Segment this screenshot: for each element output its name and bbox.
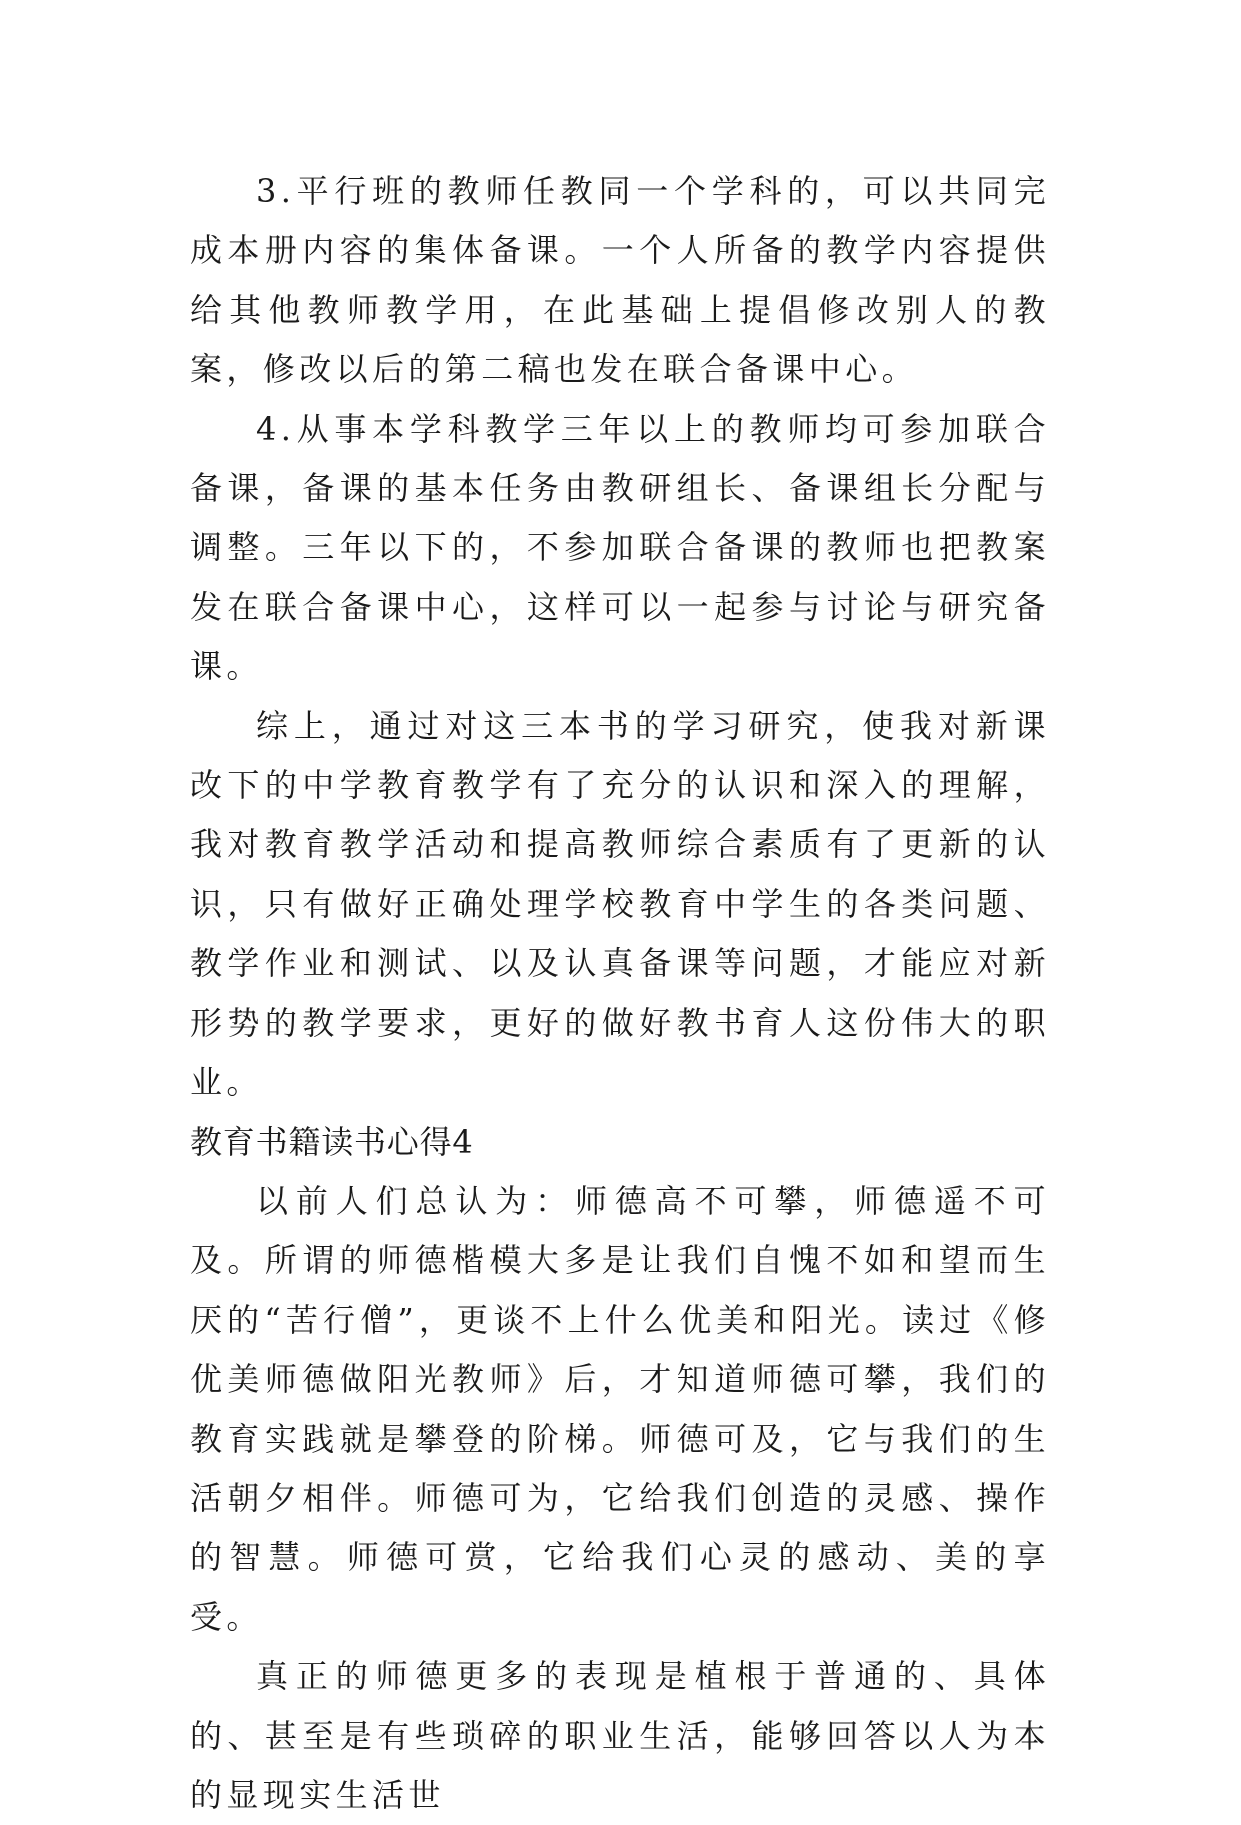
paragraph-item-3: 3.平行班的教师任教同一个学科的，可以共同完成本册内容的集体备课。一个人所备的教学内容提供给其他教师教学用，在此基础上提倡修改别人的教案，修改以后的第二稿也发在联合备课中心。 [190,172,1050,389]
paragraph-section-1: 以前人们总认为：师德高不可攀，师德遥不可及。所谓的师德楷模大多是让我们自愧不如和望而生厌的“苦行僧”，更谈不上什么优美和阳光。读过《修优美师德做阳光教师》后，才知道师德可攀，我们的教育实践就是攀登的阶梯。师德可及，它与我们的生活朝夕相伴。师德可为，它给我们创造的灵感、操作的智慧。师德可赏，它给我们心灵的感动、美的享受。 [190,1181,1050,1636]
paragraph-summary: 综上，通过对这三本书的学习研究，使我对新课改下的中学教育教学有了充分的认识和深入的理解，我对教育教学活动和提高教师综合素质有了更新的认识，只有做好正确处理学校教育中学生的各类问题、教学作业和测试、以及认真备课等问题，才能应对新形势的教学要求，更好的做好教书育人这份伟大的职业。 [190,706,1050,1102]
section-heading: 教育书籍读书心得4 [190,1122,474,1161]
document-body [190,162,1050,1825]
paragraph-section-2: 真正的师德更多的表现是植根于普通的、具体的、甚至是有些琐碎的职业生活，能够回答以人为本的显现实生活世 [190,1657,1050,1814]
paragraph-item-4: 4.从事本学科教学三年以上的教师均可参加联合备课，备课的基本任务由教研组长、备课组长分配与调整。三年以下的，不参加联合备课的教师也把教案发在联合备课中心，这样可以一起参与讨论与研究备课。 [190,409,1050,686]
